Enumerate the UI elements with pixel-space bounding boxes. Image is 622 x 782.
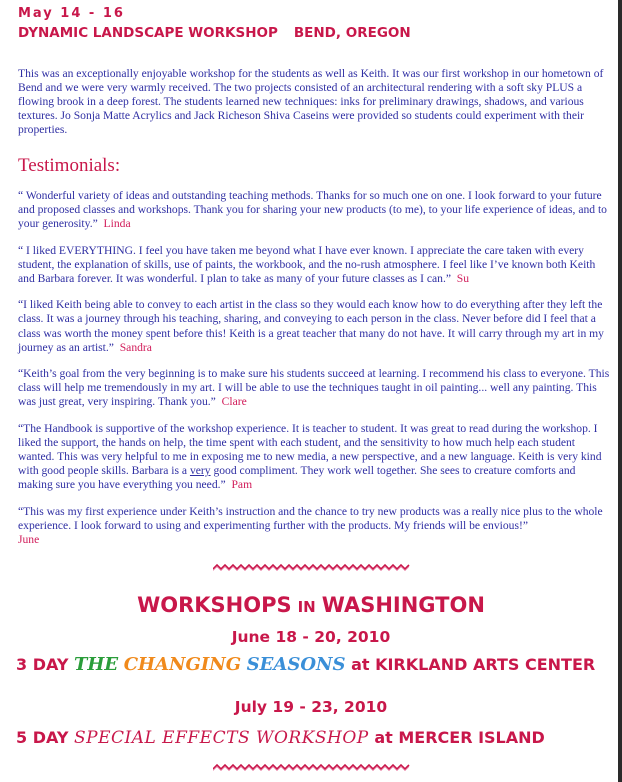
testimonial-author: Pam [231,478,253,492]
testimonial-text: “I liked Keith being able to convey to each artist in the class so they would each know how to do everything after they left the class. It was a journey through his teaching, sharing, and conveying to each person in the class. Never before did I feel that a class was worth the money spent before this! Keith is a great teacher that many do not have. It will carry through my art in my journey as an artist.” [18,298,604,354]
workshop-location: BEND, OREGON [293,25,411,41]
event2-prefix: 5 DAY [16,728,69,747]
washington-title [0,593,622,617]
testimonial [18,367,612,410]
testimonials-list [18,189,612,559]
workshop-title: DYNAMIC LANDSCAPE WORKSHOP [18,25,278,41]
testimonial [18,189,612,232]
event1-word-the: THE [74,654,119,675]
event2-suffix: at MERCER ISLAND [374,728,545,747]
testimonial-text: “ I liked EVERYTHING. I feel you have taken me beyond what I have ever known. I appreciate the care taken with every student, the explanation of skills, use of paints, the workbook, and the no-rush atmosphere. I feel like I’ve known both Keith and Barbara forever. It was wonderful. I plan to take as many of your future classes as I can.” [18,243,596,286]
zigzag-divider [213,563,411,571]
zigzag-divider [213,763,411,771]
testimonial-text: “This was my first experience under Keith’s instruction and the chance to try new products was a really nice plus to the whole experience. I look forward to using and experimenting further with the products. My friends will be envious!” [18,504,603,532]
washington-title-right: WASHINGTON [321,593,485,617]
event1-word-changing: CHANGING [123,654,242,675]
event2-name: SPECIAL EFFECTS WORKSHOP [74,728,369,748]
testimonial [18,298,612,355]
testimonials-heading: Testimonials: [18,155,121,176]
testimonial [18,505,612,548]
intro-paragraph: This was an exceptionally enjoyable workshop for the students as well as Keith. It was our first workshop in our hometown of Bend and we were very warmly received. The two projects consisted of an architectural rendering with a soft sky PLUS a flowing brook in a deep forest. The students learned new techniques: inks for preliminary drawings, shadows, and various textures. Jo Sonja Matte Acrylics and Jack Richeson Shiva Caseins were provided so students could experiment with their properties. [18,67,604,136]
testimonial-text: “ Wonderful variety of ideas and outstanding teaching methods. Thanks for so much one on one. I look forward to your future and proposed classes and workshops. Thank you for sharing your new products (to me), to your life experience of ideas, and to your generosity.” [18,189,607,231]
event1-line [16,654,595,675]
event1-word-seasons: SEASONS [246,654,346,675]
testimonial [18,244,612,287]
workshop-dates: May 14 - 16 [18,6,125,21]
testimonial-author: June [18,533,40,547]
testimonial-emphasis: very [189,464,211,478]
event2-dates: July 19 - 23, 2010 [234,698,388,716]
testimonial-author: Su [456,272,470,286]
testimonial-author: Clare [221,395,247,409]
page-edge [618,0,622,782]
event2-line [16,728,545,748]
testimonial-text: “Keith’s goal from the very beginning is to make sure his students succeed at learning. I recommend his class to everyone. This class will help me tremendously in my art. I will be able to use the techniques taught in oil painting... well any painting. This was just great, very inspiring. Thank you.” [18,367,610,409]
testimonial-author: Linda [103,217,131,231]
event1-suffix: at KIRKLAND ARTS CENTER [351,655,596,674]
testimonial [18,422,612,493]
event1-prefix: 3 DAY [16,655,69,674]
washington-title-left: WORKSHOPS [137,593,292,617]
washington-title-in: IN [297,598,316,616]
testimonial-author: Sandra [119,340,152,354]
workshop-headline [18,25,411,41]
event1-dates: June 18 - 20, 2010 [231,628,391,646]
testimonial-text: good compliment. They work well together. She sees to creature comforts and making sure you have everything you need.” [18,464,576,492]
testimonial-text: “The Handbook is supportive of the workshop experience. It is teacher to student. It was great to read during the workshop. I liked the support, the hands on help, the time spent with each student, and the sensitivity to how much help each student wanted. This was very helpful to me in exposing me to new media, a new perspective, and a new language. Keith is very kind with good people skills. Barbara is a [18,421,602,478]
